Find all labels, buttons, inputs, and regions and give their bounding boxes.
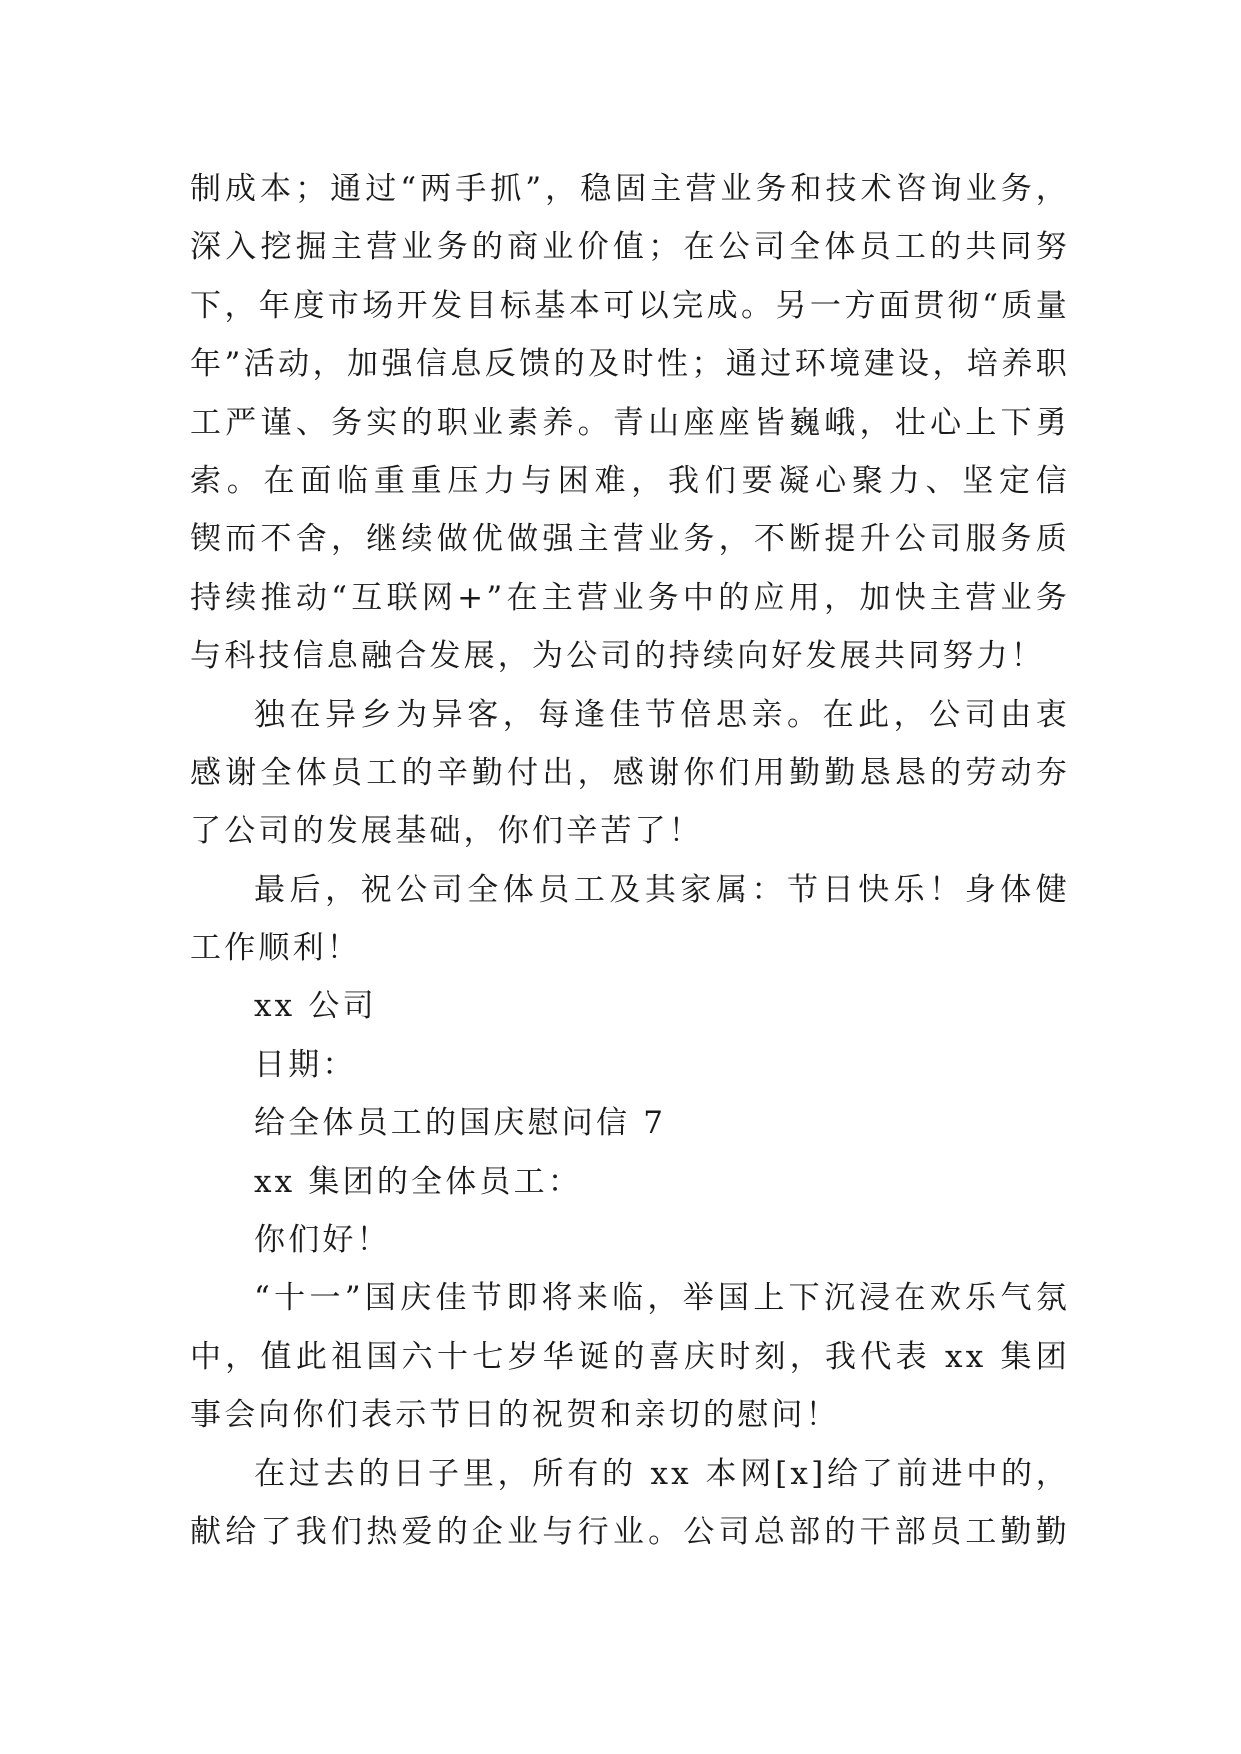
text-line: 锲而不舍，继续做优做强主营业务，不断提升公司服务质 <box>190 521 1070 558</box>
text-line: 工作顺利！ <box>190 930 361 967</box>
greeting: 你们好！ <box>254 1222 391 1259</box>
text-line: 事会向你们表示节日的祝贺和亲切的慰问！ <box>190 1397 840 1434</box>
signature-date: 日期： <box>254 1046 357 1083</box>
signature-company: xx 公司 <box>254 988 377 1025</box>
paragraph-first-line: 最后，祝公司全体员工及其家属：节日快乐！身体健 <box>254 871 1070 908</box>
text-line: 了公司的发展基础，你们辛苦了！ <box>190 813 703 850</box>
text-line: 中，值此祖国六十七岁华诞的喜庆时刻，我代表 xx 集团 <box>190 1338 1070 1375</box>
letter-title: 给全体员工的国庆慰问信 7 <box>254 1105 667 1142</box>
text-line: 感谢全体员工的辛勤付出，感谢你们用勤勤恳恳的劳动夯 <box>190 754 1070 791</box>
text-line: 制成本；通过“两手抓”，稳固主营业务和技术咨询业务， <box>190 171 1070 207</box>
paragraph-first-line: 在过去的日子里，所有的 xx 本网[x]给了前进中的， <box>254 1455 1070 1492</box>
text-line: 深入挖掘主营业务的商业价值；在公司全体员工的共同努 <box>190 229 1070 266</box>
text-line: 年”活动，加强信息反馈的及时性；通过环境建设，培养职 <box>190 346 1070 383</box>
text-line: 工严谨、务实的职业素养。青山座座皆巍峨，壮心上下勇 <box>190 404 1070 441</box>
paragraph-first-line: “十一”国庆佳节即将来临，举国上下沉浸在欢乐气氛 <box>254 1280 1070 1317</box>
paragraph-first-line: 独在异乡为异客，每逢佳节倍思亲。在此，公司由衷 <box>254 696 1070 733</box>
letter-body <box>190 160 1070 1561</box>
text-line: 下，年度市场开发目标基本可以完成。另一方面贯彻“质量 <box>190 287 1070 324</box>
text-line: 献给了我们热爱的企业与行业。公司总部的干部员工勤勤 <box>190 1513 1070 1550</box>
text-line: 与科技信息融合发展，为公司的持续向好发展共同努力！ <box>190 638 1045 675</box>
text-line: 索。在面临重重压力与困难，我们要凝心聚力、坚定信 <box>190 462 1070 499</box>
text-line: 持续推动“互联网+”在主营业务中的应用，加快主营业务 <box>190 579 1070 616</box>
salutation: xx 集团的全体员工： <box>254 1163 583 1200</box>
